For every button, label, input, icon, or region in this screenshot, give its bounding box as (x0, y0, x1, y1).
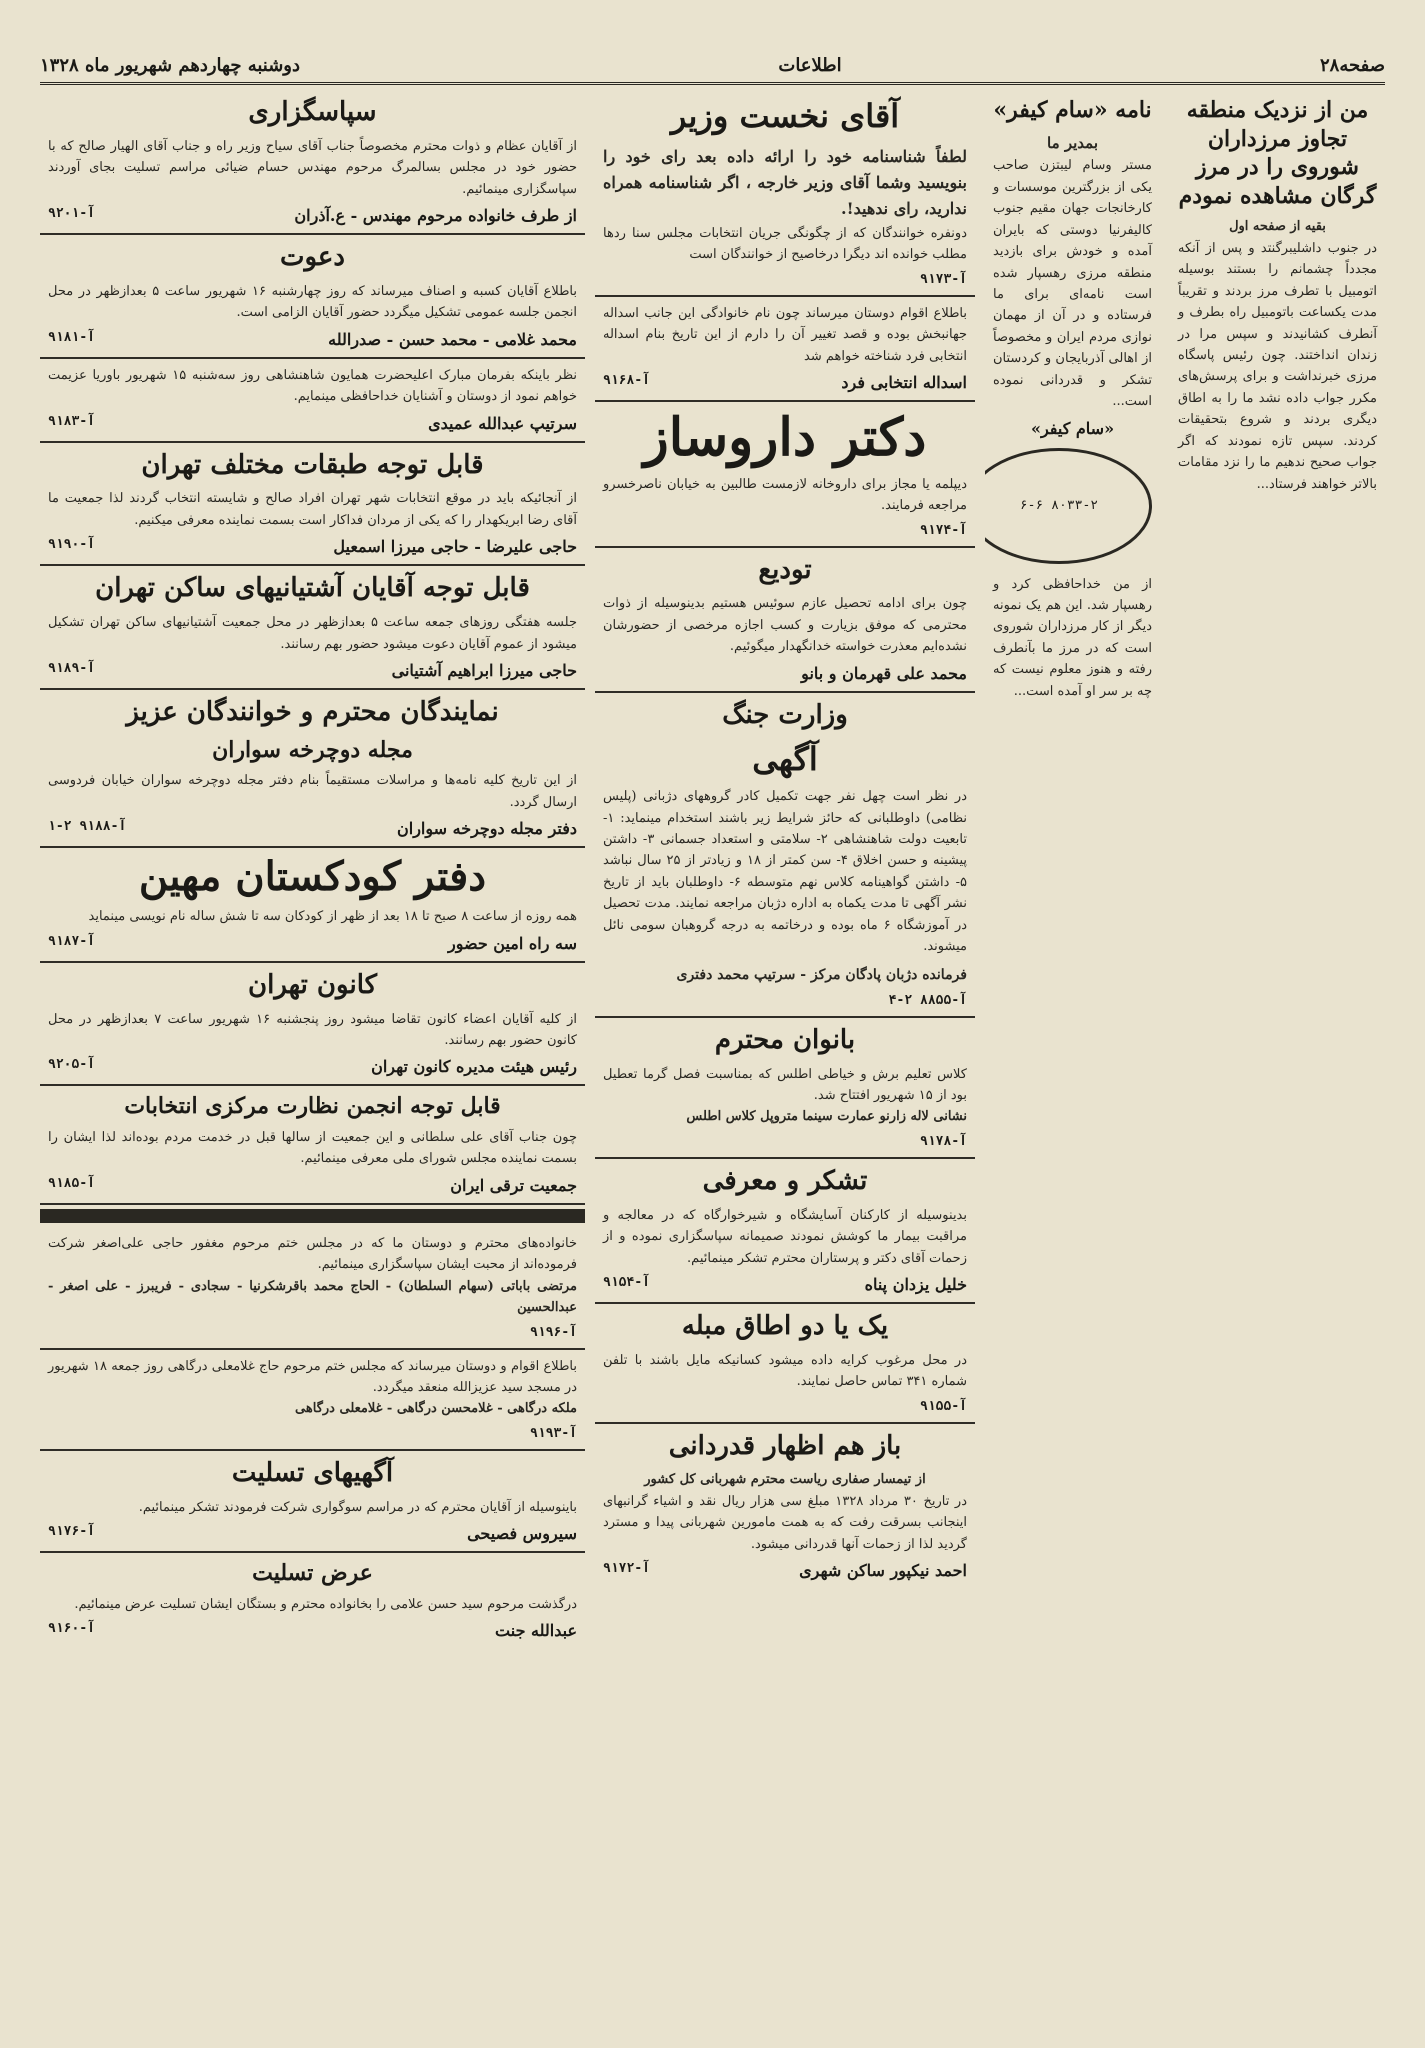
black-divider-bar (40, 1209, 585, 1223)
column-2 (985, 90, 1160, 2030)
ad-text: از کلیه آقایان اعضاء کانون تقاضا میشود روز پنجشنبه ۱۶ شهریور ساعت ۷ بعدازظهر در محل کانون حضور بهم رسانند. (48, 1011, 578, 1048)
ad-ref: آ-۹۱۸۸ ۲-۱ (48, 819, 127, 835)
ad-title: تودیع (758, 554, 812, 585)
ad-text: جلسه هفتگی روزهای جمعه ساعت ۵ بعدازظهر در محل جمعیت آشتیانیهای ساکن تهران تشکیل میشود از عموم آقایان دعوت میشود حضور بهم رسانند. (48, 615, 577, 652)
letter-title: نامه «سام کیفر» (993, 97, 1152, 123)
ad-signature: محمد غلامی - محمد حسن - صدرالله (328, 329, 577, 349)
ad-ladies (595, 1018, 975, 1159)
ad-text: بدینوسیله از کارکنان آسایشگاه و شیرخوارگاه که در معالجه و مراقبت بیمار ما کوشش نمودند صمیمانه سپاسگزاری نموده و از زحمات آقای دکتر و پرستاران محترم تشکر مینمائیم. (603, 1207, 967, 1266)
ad-subtitle: از تیمسار صفاری ریاست محترم شهربانی کل کشور (644, 1472, 926, 1488)
ad-gratitude (595, 1424, 975, 1589)
newspaper-name: اطلاعات (778, 54, 842, 76)
ad-ref: آ-۹۱۸۹ (48, 661, 95, 676)
column-1 (1170, 90, 1385, 2030)
ad-title: قابل توجه انجمن نظارت مرکزی انتخابات (124, 1093, 501, 1120)
ad-ref: آ-۹۱۶۰ (48, 1621, 95, 1637)
ad-ref: آ-۹۱۷۶ (48, 1524, 95, 1540)
ad-title: آگهیهای تسلیت (231, 1457, 394, 1488)
ad-body: دونفره خوانندگان که از چگونگی جریان انتخابات مجلس سنا ردها مطلب خوانده اند دیگرا درخاصیح از خوانندگان است (603, 225, 967, 263)
ad-ref: آ-۹۱۵۵ (920, 1398, 967, 1414)
ad-text: چون جناب آقای علی سلطانی و این جمعیت از سالها قبل در خدمت مردم بوده‌اند لذا ایشان را بسمت نماینده مجلس شورای ملی معرفی مینمائیم. (48, 1129, 577, 1167)
ad-war-ministry (595, 693, 975, 1018)
ad-title: دکتر داروساز (643, 406, 927, 468)
ad-signature: عبدالله جنت (495, 1621, 577, 1641)
page-header (40, 48, 1385, 85)
ad-text: از آنجائیکه باید در موقع انتخابات شهر تهران افراد صالح و شایسته انتخاب گردند لذا جمعیت ما آقای رضا ابریکهدار را که یکی از مردان فداکار است بسمت نماینده معرفی میکنیم. (48, 491, 577, 528)
ad-text: کلاس تعلیم برش و خیاطی اطلس که بمناسبت فصل گرما تعطیل بود از ۱۵ شهریور افتتاح شد. (603, 1066, 967, 1103)
ad-ashtiani (40, 566, 585, 690)
ad-text: باینوسیله از آقایان محترم که در مراسم سوگواری شرکت فرمودند تشکر مینمائیم. (138, 1499, 577, 1515)
issue-date: دوشنبه چهاردهم شهریور ماه ۱۳۲۸ (40, 54, 301, 76)
ad-title: نمایندگان محترم و خوانندگان عزیز (126, 697, 499, 727)
ad-ref: آ-۹۱۹۶ (530, 1324, 577, 1340)
ad-signature: احمد نیکپور ساکن شهری (799, 1561, 967, 1581)
ad-ref: آ-۸۸۵۵ ۲-۴ (888, 992, 967, 1008)
ad-ref: آ-۹۱۷۳ (920, 271, 967, 287)
ad-condolence-message (40, 1553, 585, 1648)
ad-signature: دفتر مجله دوچرخه سواران (397, 819, 577, 839)
ad-signature: سیروس فصیحی (467, 1524, 577, 1544)
ad-signature: سرتیپ عبدالله عمیدی (428, 413, 577, 433)
ad-pharmacist (595, 402, 975, 548)
ad-signature: سه راه امین حضور (447, 933, 577, 953)
ad-name-change (595, 297, 975, 402)
ad-ref: آ-۹۱۵۴ (603, 1274, 650, 1290)
ad-subtitle: آگهی (752, 739, 818, 778)
ad-text: در تاریخ ۳۰ مرداد ۱۳۲۸ مبلغ سی هزار ریال نقد و اشیاء گرانبهای اینجانب بسرقت رفت که به همت مامورین شهربانی پیدا و مسترد گردید لذا از زحمات آنها قدردانی میشود. (603, 1493, 967, 1552)
ad-ref: آ-۹۱۸۷ (48, 933, 95, 949)
ad-text: دیپلمه یا مجاز برای داروخانه لازمست طالبین به خیابان ناصرخسرو مراجعه فرمایند. (603, 476, 967, 514)
ad-ref: آ-۹۲۰۵ (48, 1057, 95, 1073)
ad-ref: آ-۹۱۹۰ (48, 537, 95, 553)
ad-text: باطلاع اقوام و دوستان میرساند که مجلس ختم مرحوم حاج غلامعلی درگاهی روز جمعه ۱۸ شهریور در مسجد سید عزیزالله منعقد میگردد. (48, 1358, 577, 1396)
ad-condolences (40, 1451, 585, 1553)
ad-text: باطلاع اقوام دوستان میرساند چون نام خانوادگی این جانب اسداله جهانبخش بوده و قصد تغییر آن را دارم از این تاریخ بنام اسداله انتخابی فرد شناخته خواهم شد (603, 305, 967, 364)
ad-signature: جمعیت ترقی ایران (450, 1175, 577, 1195)
ad-title: دعوت (280, 242, 345, 273)
ad-title: دفتر کودکستان مهین (138, 853, 487, 901)
ad-appreciation (40, 90, 585, 235)
ad-signature: از طرف خانواده مرحوم مهندس - ع.آذران (294, 206, 577, 226)
ad-cyclists-magazine (40, 690, 585, 848)
letter-subtitle: بمدیر ما (1047, 133, 1098, 152)
ad-prime-minister (595, 90, 975, 297)
ad-name: اسداله انتخابی فرد (841, 372, 967, 392)
ad-title: آقای نخست وزیر (670, 97, 900, 135)
ad-tehran-classes (40, 443, 585, 567)
ad-title: قابل توجه طبقات مختلف تهران (141, 449, 484, 480)
ad-signature: حاجی میرزا ابراهیم آشتیانی (391, 661, 577, 680)
ad-signature: خلیل یزدان پناه (864, 1274, 967, 1294)
ad-ref: آ-۹۱۸۵ (48, 1175, 95, 1191)
article-title: من از نزدیک منطقه تجاوز مرزداران شوروی را در مرز گرگان مشاهده نمودم (1178, 97, 1377, 209)
ad-text: درگذشت مرحوم سید حسن علامی را بخانواده محترم و بستگان ایشان تسلیت عرض مینمائیم. (74, 1596, 577, 1612)
ad-text: از این تاریخ کلیه نامه‌ها و مراسلات مستقیماً بنام دفتر مجله دوچرخه سواران خیابان فردوسی ارسال گردد. (48, 773, 577, 810)
article-border-report (1170, 90, 1385, 503)
ad-departure (40, 359, 585, 443)
letter-body: مستر وسام لیبتزن صاحب یکی از بزرگترین موسسات و کارخانجات جهان مقیم جنوب کالیفرنیا دوستی که بایران آمده و خودش برای بازدید منطقه مرزی رهسپار شده است نامه‌ای برای ما فرستاده و در آن از مهمان نوازی مردم ایران و مخصوصاً از اهالی آذربایجان و کردستان تشکر و قدردانی نموده است... (993, 158, 1152, 410)
ad-signature: ملکه درگاهی - غلامحسن درگاهی - غلامعلی درگاهی (295, 1401, 577, 1417)
ad-title: تشکر و معرفی (702, 1165, 868, 1196)
article-subtitle: بقیه از صفحه اول (1229, 219, 1326, 235)
ad-thanks (595, 1159, 975, 1304)
ad-ref: آ-۹۱۹۳ (530, 1425, 577, 1441)
ad-election-supervision (40, 1086, 585, 1204)
ad-title: یک یا دو اطاق مبله (681, 1310, 889, 1341)
ad-signature: حاجی علیرضا - حاجی میرزا اسمعیل (333, 537, 577, 557)
ad-title: باز هم اظهار قدردانی (668, 1430, 902, 1461)
company-stamp (985, 448, 1152, 564)
ad-text: در محل مرغوب کرایه داده میشود کسانیکه مایل باشند با تلفن شماره ۳۴۱ تماس حاصل نمایند. (603, 1352, 967, 1390)
column-3 (595, 90, 975, 2030)
ad-text: خانواده‌های محترم و دوستان ما که در مجلس ختم مرحوم مغفور حاجی علی‌اصغر شرکت فرموده‌اند از محبت ایشان سپاسگزاری مینمائیم. (48, 1235, 577, 1273)
ad-furnished-room (595, 1304, 975, 1424)
ad-tehran-club (40, 963, 585, 1087)
ad-text: نظر باینکه بفرمان مبارک اعلیحضرت همایون شاهنشاهی روز سه‌شنبه ۱۵ شهریور باوریا عزیمت خواهم نمود از دوستان و آشنایان خداحافظی مینمایم. (48, 367, 577, 405)
ad-title: کانون تهران (248, 969, 377, 1000)
ad-subtitle: مجله دوچرخه سواران (212, 736, 413, 763)
ad-names: مرتضی باباتی (سهام السلطان) - الحاج محمد باقرشکرنیا - سجادی - فریبرز - علی اصغر - عبدالحسین (48, 1278, 577, 1316)
ad-ref: آ-۹۲۰۱ (48, 206, 95, 222)
ad-ref: آ-۹۱۸۳ (48, 413, 95, 429)
column-4 (40, 90, 585, 2030)
ad-body: در نظر است چهل نفر جهت تکمیل کادر گروههای دژبانی (پلیس نظامی) داوطلبانی که حائز شرایط زیر باشند استخدام مینماید: ۱- تابعیت دولت شاهنشاهی ۲- سلامتی و استعداد جسمانی ۳- داشتن پیشینه و حسن اخلاق ۴- سن کمتر از ۱۸ و زیادتر از ۲۵ سال نباشد ۵- داشتن گواهینامه کلاس نهم متوسطه ۶- داوطلبان باید از تاریخ نشر آگهی تا مدت یکماه به اداره دژبان مراجعه نمایند. مدت تحصیل در آموزشگاه ۶ ماه بوده و درخاتمه به درجه گروهبان سومی نائل میشوند. (603, 789, 968, 955)
letter-signature: «سام کیفر» (1030, 418, 1115, 438)
ad-signature: فرمانده دژبان پادگان مرکز - سرتیپ محمد دفتری (676, 966, 967, 983)
stamp-ref: ۸۰۳۳-۲ ۶-۶ (1019, 498, 1099, 514)
ad-ref: آ-۹۱۶۸ (603, 372, 650, 388)
ad-text: چون برای ادامه تحصیل عازم سوئیس هستیم بدینوسیله از ذوات محترمی که موفق بزیارت و کسب اجازه مرخصی از حضورشان نشده‌ایم معذرت خواسته خدانگهدار میگوئیم. (603, 596, 967, 655)
ad-text: از آقایان عظام و ذوات محترم مخصوصاً جناب آقای سیاح وزیر راه و جناب آقای الهیار صالح که با حضور خود در مجلس بسالمرگ مرحوم مهندس حسام ضیائی مراسم تسلیت بجای آوردند سپاسگزاری مینمائیم. (48, 138, 577, 197)
ad-ref: آ-۹۱۷۴ (920, 522, 967, 538)
letter-body-continued: از من خداحافظی کرد و رهسپار شد. این هم یک نمونه دیگر از کار مرزداران شوروی است که در مرز ما بآنطرف رفته و هنوز معلوم نیست که چه بر سر او آمده است... (993, 576, 1152, 699)
article-body: در جنوب داشلیبرگنتد و پس از آنکه مجدداً چشمانم را بستند بوسیله اتومبیل با تطرف مرز بردند و تقریباً مدت یکساعت باتومبیل راه بطرف و آنطرف کشانیدند و سپس مرا در زندان انداختند. چون رئیس پاسگاه مرزی خبرنداشت و برای پرسش‌های مکرر جواب داده نشد ما را به اطاق دیگری بردند و شروع بتحقیقات کردند. سپس تازه نمودند که اگر جواب صحیح ندهیم ما را نزد مقامات بالاتر خواهند فرستاد... (1178, 240, 1377, 492)
ad-text: همه روزه از ساعت ۸ صبح تا ۱۸ بعد از ظهر از کودکان سه تا شش ساله نام نویسی مینماید (88, 909, 577, 925)
letter-sam-kifer (985, 90, 1160, 710)
ad-ref: آ-۹۱۷۲ (603, 1561, 650, 1577)
ad-text: باطلاع آقایان کسبه و اصناف میرساند که روز چهارشنبه ۱۶ شهریور ساعت ۵ بعدازظهر در محل انجمن جلسه عمومی تشکیل میگردد حضور آقایان الزامی است. (48, 283, 577, 321)
ad-ref: آ-۹۱۷۸ (920, 1133, 967, 1149)
ad-title: وزارت جنگ (722, 699, 848, 730)
ad-text: لطفاً شناسنامه خود را ارائه داده بعد رای خود را بنویسید وشما آقای وزیر خارجه ، اگر شناسنامه همراه ندارید، رای ندهید!. (603, 146, 967, 219)
ad-memorial-thanks (40, 1227, 585, 1350)
ad-title: قابل توجه آقایان آشتیانیهای ساکن تهران (95, 573, 530, 604)
ad-memorial-notice (40, 1350, 585, 1451)
ad-title: سپاسگزاری (248, 97, 377, 127)
ad-title: بانوان محترم (714, 1024, 856, 1055)
page-number: صفحه۲۸ (1319, 54, 1385, 76)
ad-signature: رئیس هیئت مدیره کانون تهران (371, 1057, 577, 1077)
ad-title: عرض تسلیت (252, 1560, 373, 1587)
ad-name: محمد علی قهرمان و بانو (801, 663, 967, 683)
ad-invitation (40, 235, 585, 359)
ad-kindergarten (40, 848, 585, 962)
ad-farewell (595, 548, 975, 693)
ad-ref: آ-۹۱۸۱ (48, 329, 95, 345)
ad-signature: نشانی لاله زارنو عمارت سینما متروپل کلاس اطلس (686, 1109, 967, 1125)
